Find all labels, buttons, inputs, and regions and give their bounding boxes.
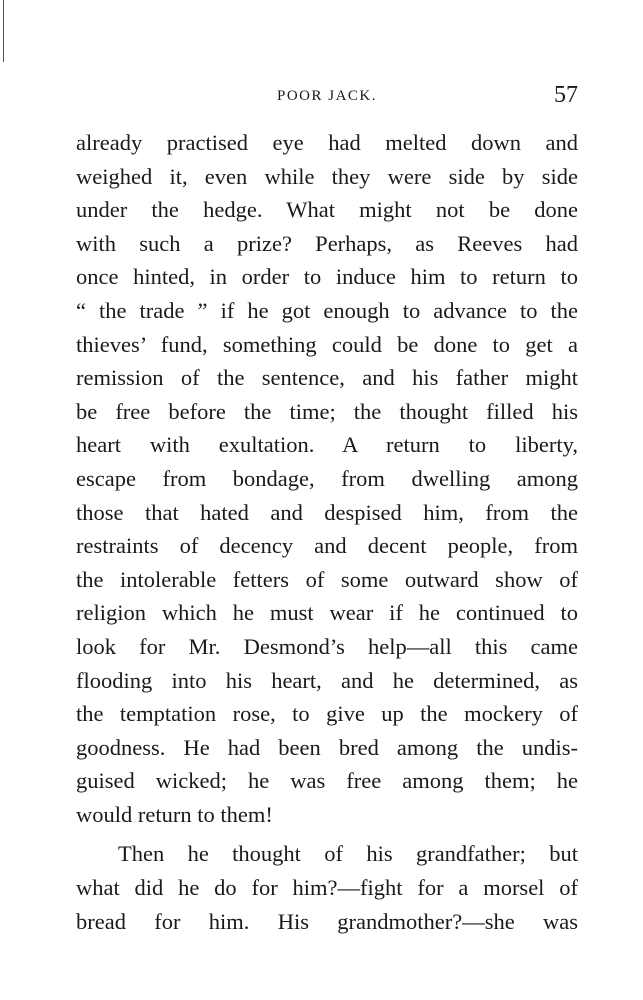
text-line: be free before the time; the thought filled his — [76, 398, 578, 424]
page-edge-line — [3, 0, 4, 62]
text-line: religion which he must wear if he continued to — [76, 600, 578, 626]
text-line: goodness. He had been bred among the undis- — [76, 734, 578, 760]
text-line: what did he do for him?—fight for a morsel of — [76, 875, 578, 901]
paragraph — [76, 837, 578, 938]
paragraph — [76, 126, 578, 831]
page-header — [76, 82, 578, 112]
body-text — [76, 126, 578, 938]
page-number: 57 — [554, 82, 578, 108]
text-line: restraints of decency and decent people, from — [76, 533, 578, 559]
text-line: those that hated and despised him, from the — [76, 499, 578, 525]
text-line: remission of the sentence, and his father might — [76, 365, 578, 391]
text-line: guised wicked; he was free among them; he — [76, 768, 578, 794]
text-line: thieves’ fund, something could be done to get a — [76, 331, 578, 357]
text-line: heart with exultation. A return to liberty, — [76, 432, 578, 458]
text-line: Then he thought of his grandfather; but — [118, 841, 578, 867]
text-line: look for Mr. Desmond’s help—all this came — [76, 633, 578, 659]
text-line: with such a prize? Perhaps, as Reeves had — [76, 230, 578, 256]
text-line: “ the trade ” if he got enough to advance to the — [76, 297, 578, 323]
text-line: the temptation rose, to give up the mockery of — [76, 701, 578, 727]
text-line: bread for him. His grandmother?—she was — [76, 908, 578, 934]
text-line: under the hedge. What might not be done — [76, 197, 578, 223]
text-line: already practised eye had melted down and — [76, 130, 578, 155]
running-title: POOR JACK. — [276, 88, 378, 104]
text-line: would return to them! — [76, 801, 273, 827]
text-line: weighed it, even while they were side by side — [76, 163, 578, 189]
text-line: once hinted, in order to induce him to return to — [76, 264, 578, 290]
text-line: the intolerable fetters of some outward show of — [76, 566, 578, 592]
text-line: flooding into his heart, and he determined, as — [76, 667, 578, 693]
text-line: escape from bondage, from dwelling among — [76, 465, 578, 491]
